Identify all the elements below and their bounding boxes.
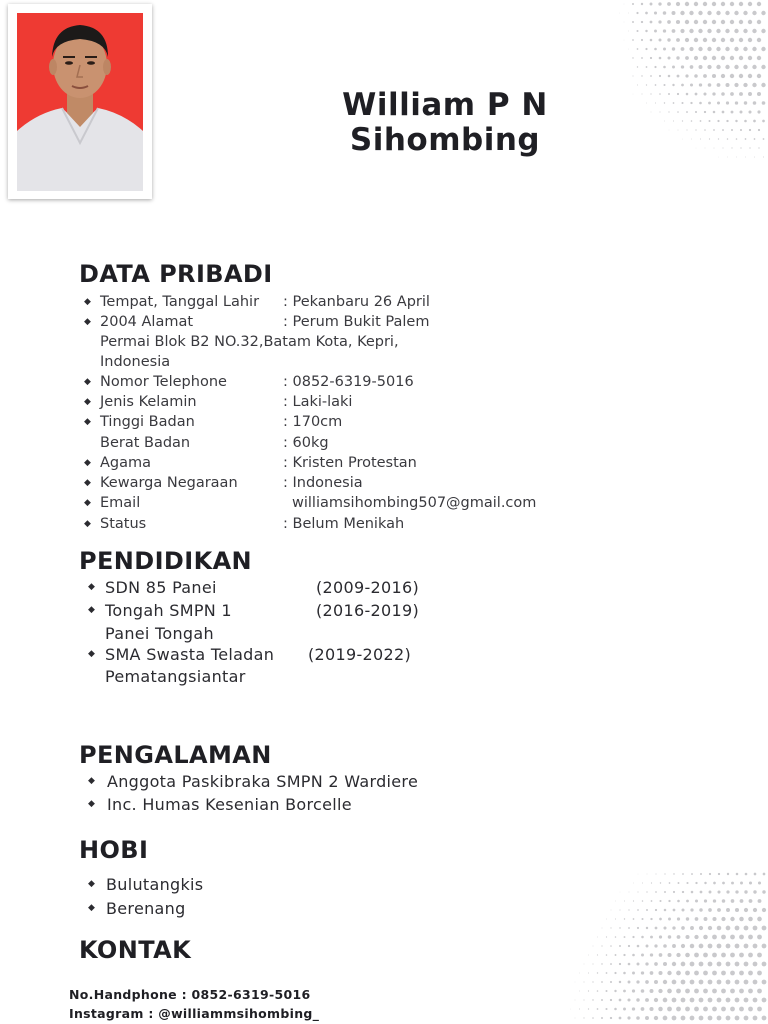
email-value: williamsihombing507@gmail.com <box>292 495 537 511</box>
bullet-icon: ◆ <box>84 317 91 327</box>
contact-instagram: Instagram : @williammsihombing_ <box>69 1006 320 1021</box>
profile-photo <box>17 13 143 191</box>
bullet-icon: ◆ <box>84 478 91 488</box>
bullet-icon: ◆ <box>88 605 96 615</box>
bullet-icon: ◆ <box>84 397 91 407</box>
bullet-icon: ◆ <box>88 649 96 659</box>
halftone-dots-top <box>600 0 768 170</box>
bullet-icon: ◆ <box>84 417 91 427</box>
person-name-line2: Sihombing <box>349 122 541 158</box>
heading-hobi: HOBI <box>79 836 149 864</box>
bullet-icon: ◆ <box>84 498 91 508</box>
bullet-icon: ◆ <box>84 297 91 307</box>
bullet-icon: ◆ <box>84 519 91 529</box>
bullet-icon: ◆ <box>88 799 96 809</box>
bullet-icon: ◆ <box>88 582 96 592</box>
heading-pengalaman: PENGALAMAN <box>79 741 272 769</box>
heading-data-pribadi: DATA PRIBADI <box>79 260 273 288</box>
heading-pendidikan: PENDIDIKAN <box>79 547 253 575</box>
heading-kontak: KONTAK <box>79 936 192 964</box>
profile-photo-frame <box>8 4 152 199</box>
bullet-icon: ◆ <box>84 458 91 468</box>
bullet-icon: ◆ <box>88 776 96 786</box>
person-name-line1: William P N <box>342 87 548 123</box>
person-name <box>300 88 590 158</box>
contact-phone: No.Handphone : 0852-6319-5016 <box>69 987 311 1002</box>
bullet-icon: ◆ <box>88 903 96 913</box>
bullet-icon: ◆ <box>84 377 91 387</box>
bullet-icon: ◆ <box>88 879 96 889</box>
halftone-dots-bottom <box>560 870 768 1024</box>
